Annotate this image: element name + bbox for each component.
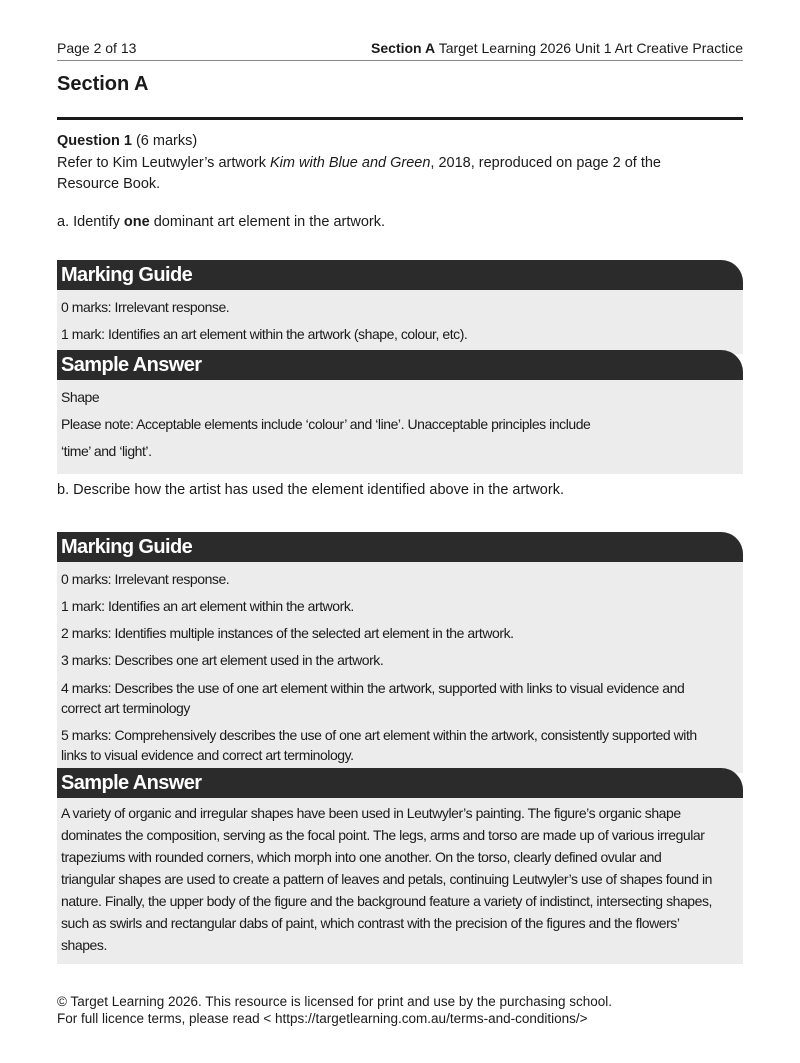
answer-line: triangular shapes are used to create a pattern of leaves and petals, continuing Leutwyler’s use of shapes found in — [61, 871, 712, 887]
artwork-title: Kim with Blue and Green — [270, 155, 431, 171]
answer-line: trapeziums with rounded corners, which morph into one another. On the torso, clearly defined ovular and — [61, 849, 662, 865]
question-marks: (6 marks) — [135, 133, 198, 149]
part-a-text: a. Identify — [57, 214, 124, 230]
guide-line: 2 marks: Identifies multiple instances of the selected art element in the artwork. — [61, 625, 514, 641]
guide-item — [61, 674, 739, 721]
running-course: Target Learning 2026 Unit 1 Art Creative Practice — [438, 40, 743, 56]
answer-line: such as swirls and rectangular dabs of paint, which contrast with the precision of the figures and the flowers’ — [61, 915, 680, 931]
page-number: Page 2 of 13 — [57, 40, 137, 56]
marking-guide-heading: Marking Guide — [57, 260, 743, 290]
title-divider — [57, 117, 743, 120]
answer-line: Shape — [61, 389, 100, 405]
page-title: Section A — [57, 73, 149, 95]
footer-licence-link[interactable]: For full licence terms, please read < https://targetlearning.com.au/terms-and-conditions/> — [57, 1011, 588, 1026]
answer-line: A variety of organic and irregular shapes have been used in Leutwyler’s painting. The figure’s organic shape — [61, 805, 681, 821]
page-header — [57, 40, 743, 56]
answer-line: nature. Finally, the upper body of the figure and the background feature a variety of indistinct, intersecting shapes, — [61, 893, 712, 909]
sample-answer-heading: Sample Answer — [57, 350, 743, 380]
part-a — [57, 212, 747, 233]
intro-text: Refer to Kim Leutwyler’s artwork — [57, 155, 271, 171]
guide-line: correct art terminology — [61, 700, 190, 716]
part-b: b. Describe how the artist has used the element identified above in the artwork. — [57, 482, 564, 498]
marking-guide-b — [57, 532, 743, 773]
guide-item — [61, 721, 739, 767]
answer-line: shapes. — [61, 937, 107, 953]
guide-line: 4 marks: Describes the use of one art element within the artwork, supported with links to visual evidence and — [61, 680, 685, 696]
footer-copyright: © Target Learning 2026. This resource is licensed for print and use by the purchasing school. — [57, 994, 613, 1009]
intro-text: Resource Book. — [57, 176, 161, 192]
answer-line: dominates the composition, serving as the focal point. The legs, arms and torso are made up of various irregular — [61, 827, 705, 843]
page-footer — [57, 993, 612, 1027]
guide-line: 5 marks: Comprehensively describes the use of one art element within the artwork, consistently supported with — [61, 727, 697, 743]
running-section: Section A — [371, 40, 436, 56]
sample-answer-heading: Sample Answer — [57, 768, 743, 798]
guide-line: 3 marks: Describes one art element used in the artwork. — [61, 652, 384, 668]
question-heading — [57, 131, 747, 152]
answer-line: ‘time’ and ‘light’. — [61, 443, 152, 459]
marking-guide-a — [57, 260, 743, 354]
sample-answer-b — [57, 768, 743, 964]
marking-guide-heading: Marking Guide — [57, 532, 743, 562]
running-title — [371, 40, 743, 56]
header-divider — [57, 60, 743, 61]
guide-line: 1 mark: Identifies an art element within the artwork (shape, colour, etc). — [61, 326, 468, 342]
question-intro — [57, 153, 747, 195]
intro-text: , 2018, reproduced on page 2 of the — [430, 155, 661, 171]
answer-line: Please note: Acceptable elements include ‘colour’ and ‘line’. Unacceptable principles include — [61, 416, 591, 432]
part-a-emphasis: one — [123, 214, 150, 230]
guide-line: 1 mark: Identifies an art element within the artwork. — [61, 598, 354, 614]
sample-answer-a — [57, 350, 743, 474]
guide-line: links to visual evidence and correct art terminology. — [61, 747, 354, 763]
guide-line: 0 marks: Irrelevant response. — [61, 299, 230, 315]
part-a-text: dominant art element in the artwork. — [149, 214, 386, 230]
question-label: Question 1 — [57, 133, 132, 149]
guide-line: 0 marks: Irrelevant response. — [61, 571, 230, 587]
